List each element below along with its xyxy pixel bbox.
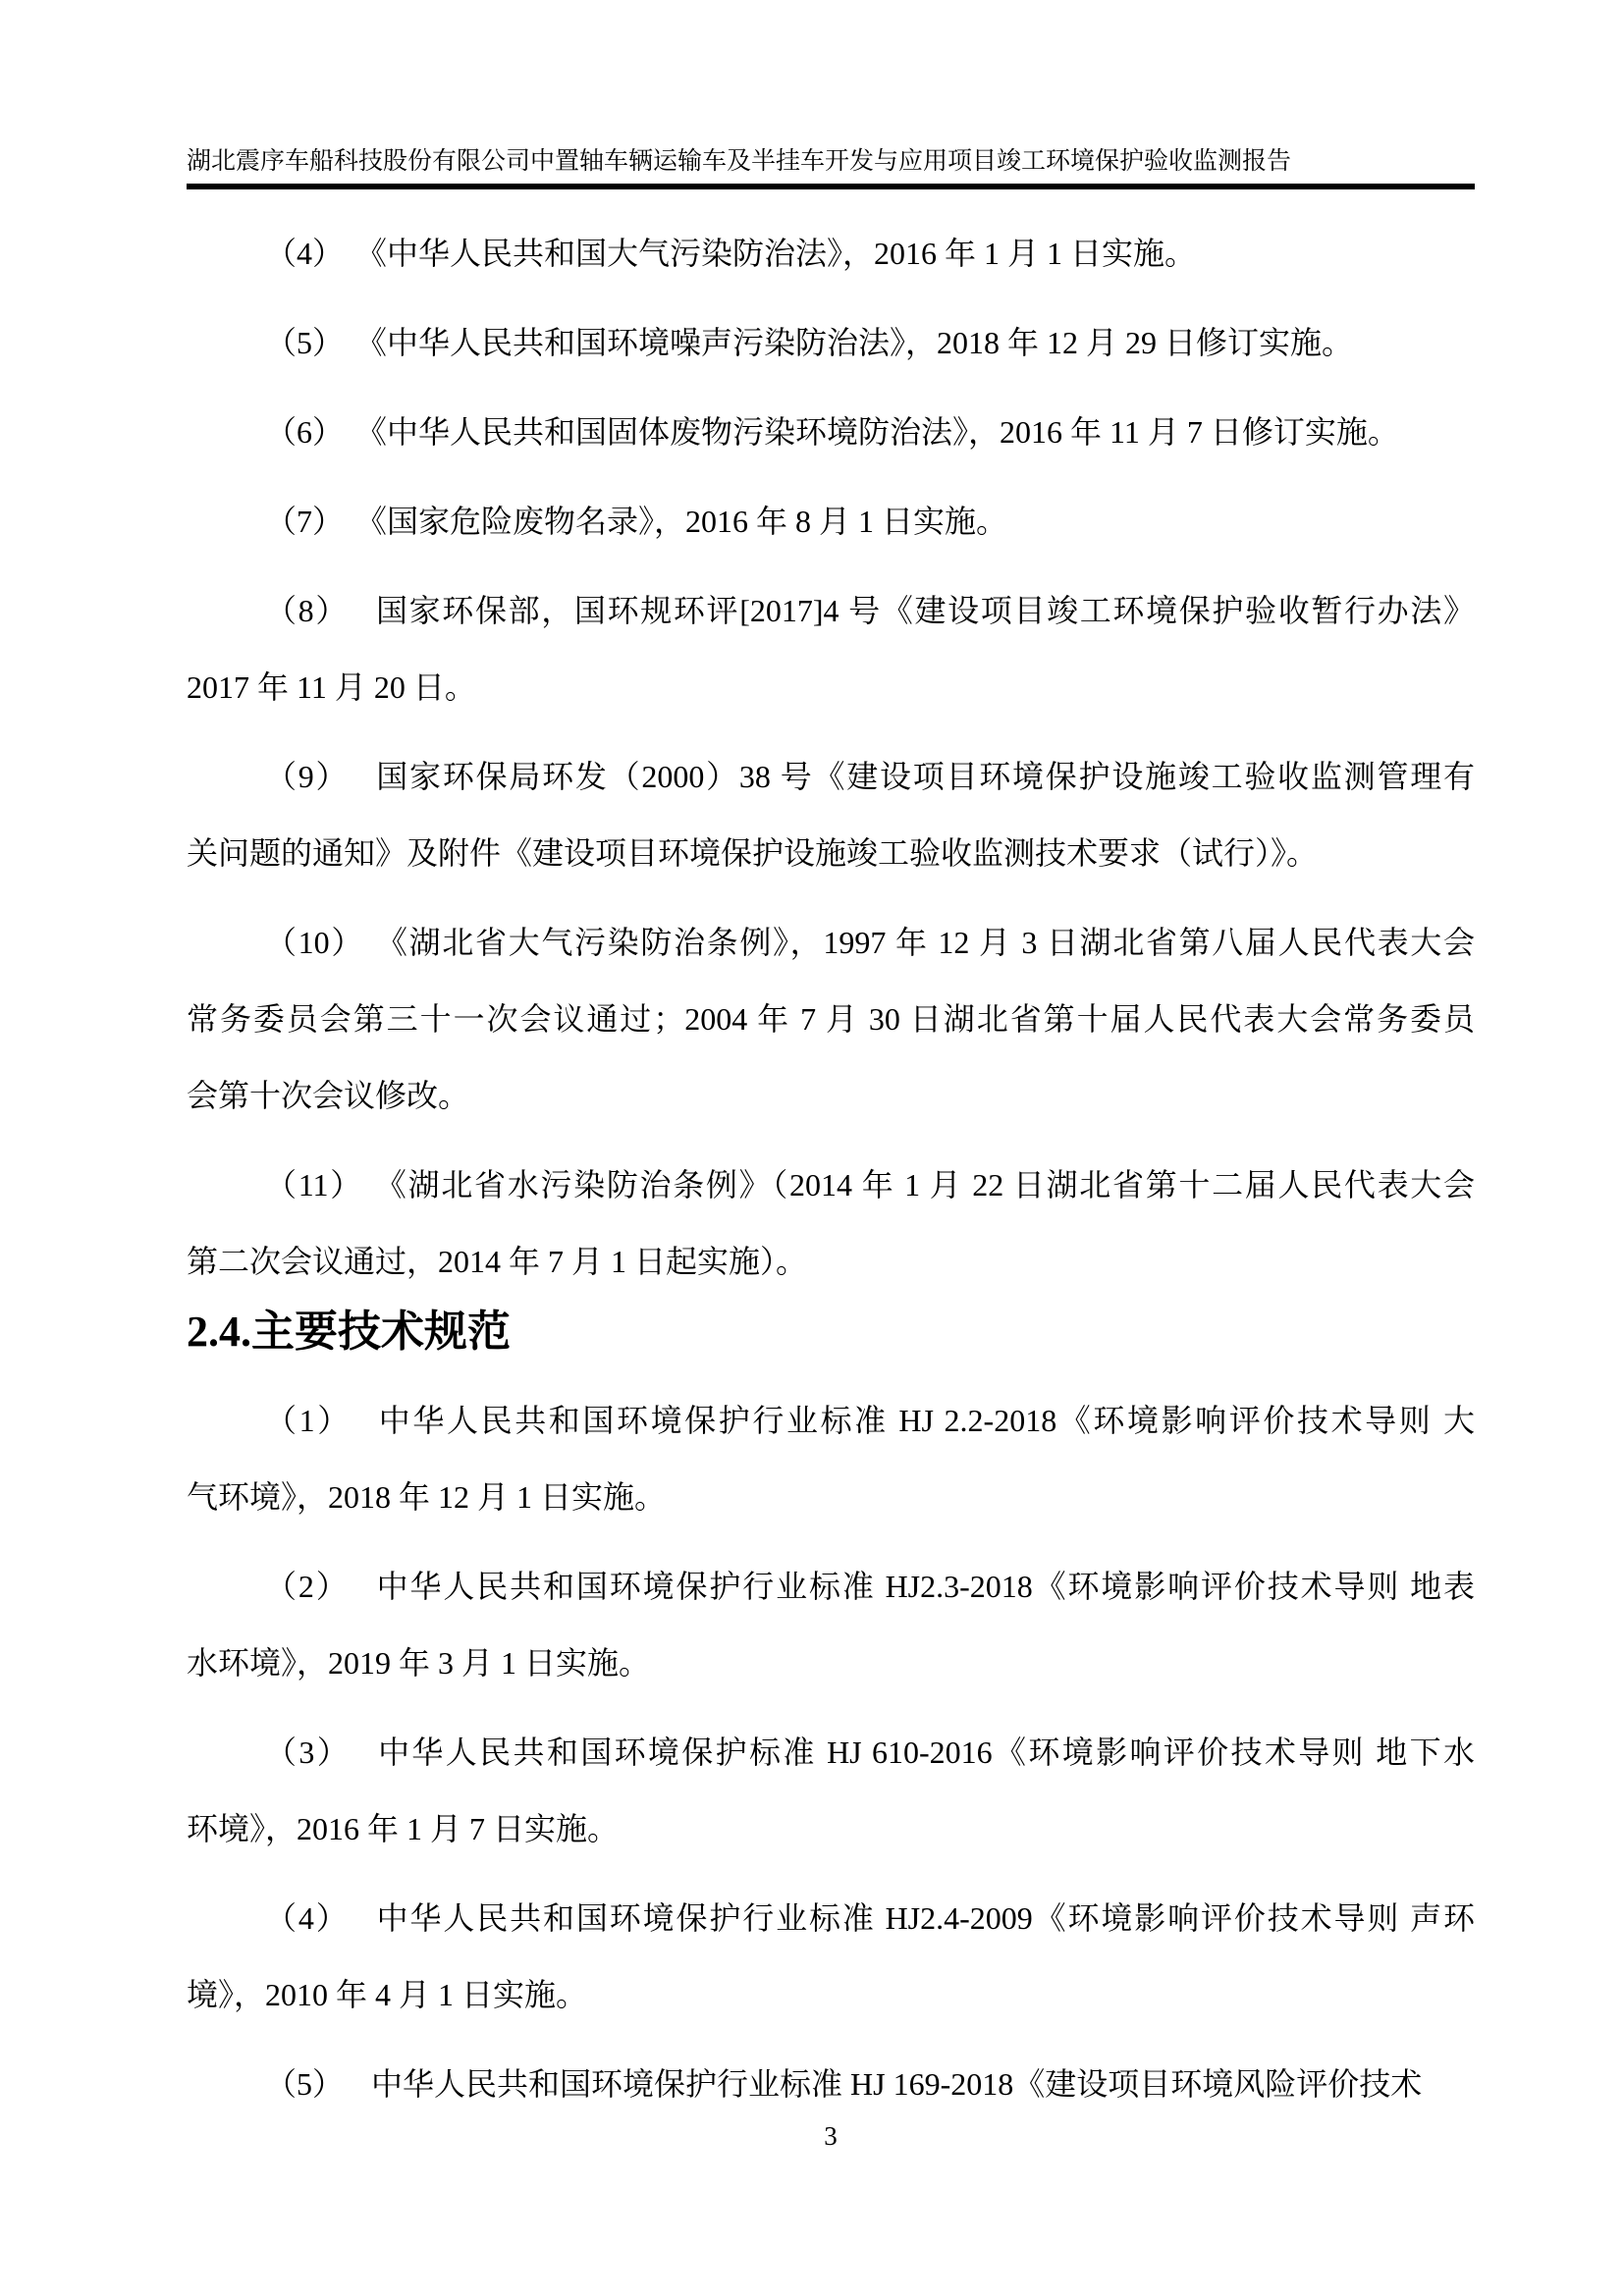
list-item (187, 1880, 1475, 2033)
item-text: 《中华人民共和国环境噪声污染防治法》，2018 年 12 月 29 日修订实施。 (371, 325, 1354, 360)
item-text: 中华人民共和国环境保护行业标准 HJ 2.2-2018《环境影响评价技术导则 大 (378, 1403, 1475, 1438)
item-first-line (187, 1714, 1475, 1790)
item-wrap-line: 境》，2010 年 4 月 1 日实施。 (187, 1977, 588, 2012)
item-number: （8） (265, 593, 349, 628)
item-wrap-line: 关问题的通知》及附件《建设项目环境保护设施竣工验收监测技术要求（试行）》。 (187, 835, 1319, 871)
list-item (187, 394, 1475, 470)
item-number: （3） (265, 1735, 352, 1770)
page-header (187, 143, 1475, 189)
item-wrap-line: 常务委员会第三十一次会议通过；2004 年 7 月 30 日湖北省第十届人民代表大会常务委员 (187, 1001, 1475, 1037)
item-number: （6） (265, 414, 345, 450)
item-text: 中华人民共和国环境保护行业标准 HJ2.3-2018《环境影响评价技术导则 地表 (376, 1569, 1475, 1604)
item-text: 《国家危险废物名录》，2016 年 8 月 1 日实施。 (371, 504, 1008, 539)
item-text: 中华人民共和国环境保护行业标准 HJ2.4-2009《环境影响评价技术导则 声环 (376, 1900, 1475, 1936)
list-item (187, 572, 1475, 725)
item-number: （1） (265, 1403, 352, 1438)
item-first-line (187, 1147, 1475, 1223)
page-footer (187, 2116, 1475, 2156)
item-number: （2） (265, 1569, 350, 1604)
item-first-line (187, 1548, 1475, 1625)
item-wrap-line: 2017 年 11 月 20 日。 (187, 669, 476, 705)
list-item (187, 1382, 1475, 1535)
list-item (187, 904, 1475, 1134)
item-text: 《湖北省大气污染防治条例》，1997 年 12 月 3 日湖北省第八届人民代表大会 (392, 925, 1475, 960)
item-first-line (187, 394, 1475, 470)
item-first-line (187, 215, 1475, 292)
list-item (187, 483, 1475, 560)
item-wrap-line: 水环境》，2019 年 3 月 1 日实施。 (187, 1645, 651, 1681)
header-title: 湖北震序车船科技股份有限公司中置轴车辆运输车及半挂车开发与应用项目竣工环境保护验收监测报告 (187, 148, 1292, 175)
item-text: 中华人民共和国环境保护行业标准 HJ 169-2018《建设项目环境风险评价技术 (371, 2066, 1423, 2102)
item-wrap-line: 第二次会议通过，2014 年 7 月 1 日起实施）。 (187, 1244, 808, 1279)
item-text: 《中华人民共和国大气污染防治法》，2016 年 1 月 1 日实施。 (371, 236, 1197, 271)
item-number: （5） (265, 2066, 345, 2102)
item-text: 《中华人民共和国固体废物污染环境防治法》，2016 年 11 月 7 日修订实施。 (371, 414, 1399, 450)
item-text: 中华人民共和国环境保护标准 HJ 610-2016《环境影响评价技术导则 地下水 (378, 1735, 1475, 1770)
list-item (187, 738, 1475, 891)
list-item (187, 215, 1475, 292)
item-text: 国家环保部，国环规环评[2017]4 号《建设项目竣工环境保护验收暂行办法》 (375, 593, 1475, 628)
list-item (187, 304, 1475, 381)
item-first-line (187, 483, 1475, 560)
item-first-line (187, 1382, 1475, 1459)
item-number: （10） (265, 925, 364, 960)
item-first-line (187, 738, 1475, 815)
item-first-line (187, 2046, 1475, 2122)
item-number: （7） (265, 504, 345, 539)
item-number: （4） (265, 1900, 350, 1936)
item-text: 国家环保局环发（2000）38 号《建设项目环境保护设施竣工验收监测管理有 (376, 759, 1475, 794)
item-number: （11） (265, 1167, 363, 1202)
section-heading: 2.4.主要技术规范 (187, 1308, 511, 1356)
item-number: （9） (265, 759, 350, 794)
list-item (187, 1714, 1475, 1867)
item-text: 《湖北省水污染防治条例》（2014 年 1 月 22 日湖北省第十二届人民代表大会 (390, 1167, 1475, 1202)
document-body (187, 215, 1475, 2122)
item-wrap-line: 环境》，2016 年 1 月 7 日实施。 (187, 1811, 620, 1846)
item-number: （4） (265, 236, 345, 271)
item-first-line (187, 572, 1475, 649)
item-wrap-line: 会第十次会议修改。 (187, 1078, 470, 1113)
item-first-line (187, 904, 1475, 981)
page-number: 3 (824, 2121, 838, 2151)
list-item (187, 1147, 1475, 1300)
item-first-line (187, 1880, 1475, 1956)
item-first-line (187, 304, 1475, 381)
item-wrap-line: 气环境》，2018 年 12 月 1 日实施。 (187, 1479, 667, 1515)
list-item (187, 2046, 1475, 2122)
list-item (187, 1548, 1475, 1701)
item-number: （5） (265, 325, 345, 360)
